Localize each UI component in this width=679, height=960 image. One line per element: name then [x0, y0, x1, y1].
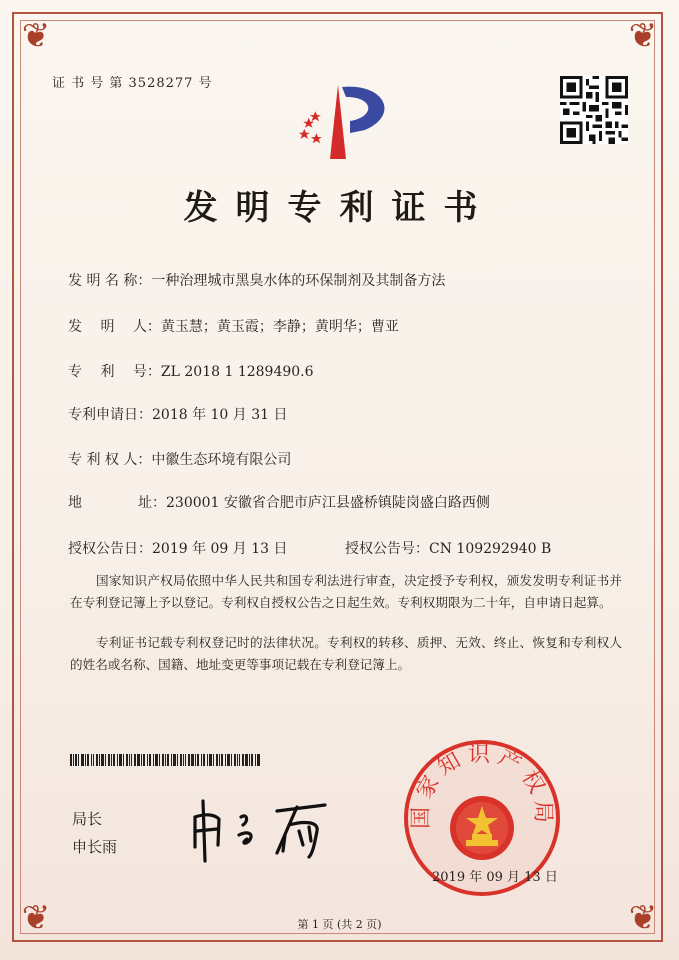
- patentee-label: 专 利 权 人：: [68, 452, 152, 468]
- corner-ornament-bottom-left: ❦: [21, 898, 51, 938]
- inventors-row: [68, 316, 399, 336]
- address-label: 地 址：: [68, 495, 166, 511]
- grant-number-label: 授权公告号：: [345, 541, 429, 557]
- invention-name-value: 一种治理城市黑臭水体的环保制剂及其制备方法: [151, 273, 446, 289]
- certificate-number: 证 书 号 第 3528277 号: [52, 76, 213, 91]
- corner-ornament-top-left: ❦: [21, 16, 51, 56]
- director-title: 局长: [72, 810, 103, 828]
- address-row: [68, 492, 490, 512]
- director-name: 申长雨: [72, 838, 118, 856]
- national-emblem-icon: [450, 796, 514, 860]
- patentee-row: [68, 449, 291, 469]
- patentee-value: 中徽生态环境有限公司: [151, 452, 292, 468]
- invention-name-row: [68, 270, 445, 290]
- invention-name-label: 发 明 名 称：: [68, 273, 152, 289]
- patent-number-label: 专 利 号：: [68, 364, 161, 380]
- patent-number-value: ZL 2018 1 1289490.6: [160, 364, 314, 380]
- corner-ornament-top-right: ❦: [628, 16, 658, 56]
- grant-date-label: 授权公告日：: [68, 541, 152, 557]
- seal-text: 国家知识产权局: [408, 742, 556, 830]
- legal-paragraph-1: 国家知识产权局依照中华人民共和国专利法进行审查，决定授予专利权，颁发发明专利证书并在专利登记簿上予以登记。专利权自授权公告之日起生效。专利权期限为二十年，自申请日起算。: [70, 573, 622, 610]
- filing-date-value: 2018 年 10 月 31 日: [152, 407, 288, 423]
- seal-date: 2019 年 09 月 13 日: [432, 870, 558, 885]
- grant-number-row: [345, 538, 551, 558]
- inventors-value: 黄玉慧；黄玉霞；李静；黄明华；曹亚: [160, 319, 399, 335]
- filing-date-label: 专利申请日：: [68, 407, 152, 423]
- qr-code-icon: [560, 76, 628, 144]
- barcode-icon: [70, 754, 260, 766]
- address-value: 230001 安徽省合肥市庐江县盛桥镇陡岗盛白路西侧: [166, 495, 490, 511]
- legal-paragraph-2: 专利证书记载专利权登记时的法律状况。专利权的转移、质押、无效、终止、恢复和专利权人的姓名或名称、国籍、地址变更等事项记载在专利登记簿上。: [70, 635, 622, 672]
- patent-office-logo-icon: [290, 75, 400, 165]
- inventors-label: 发 明 人：: [68, 319, 161, 335]
- grant-date-value: 2019 年 09 月 13 日: [152, 541, 288, 557]
- grant-number-value: CN 109292940 B: [429, 541, 552, 557]
- certificate-title: 发明专利证书: [183, 188, 496, 228]
- page-indicator: 第 1 页 (共 2 页): [297, 918, 382, 931]
- patent-number-row: [68, 361, 314, 381]
- handwritten-signature: [185, 795, 345, 865]
- grant-date-row: [68, 538, 288, 558]
- filing-date-row: [68, 404, 288, 424]
- corner-ornament-bottom-right: ❦: [628, 898, 658, 938]
